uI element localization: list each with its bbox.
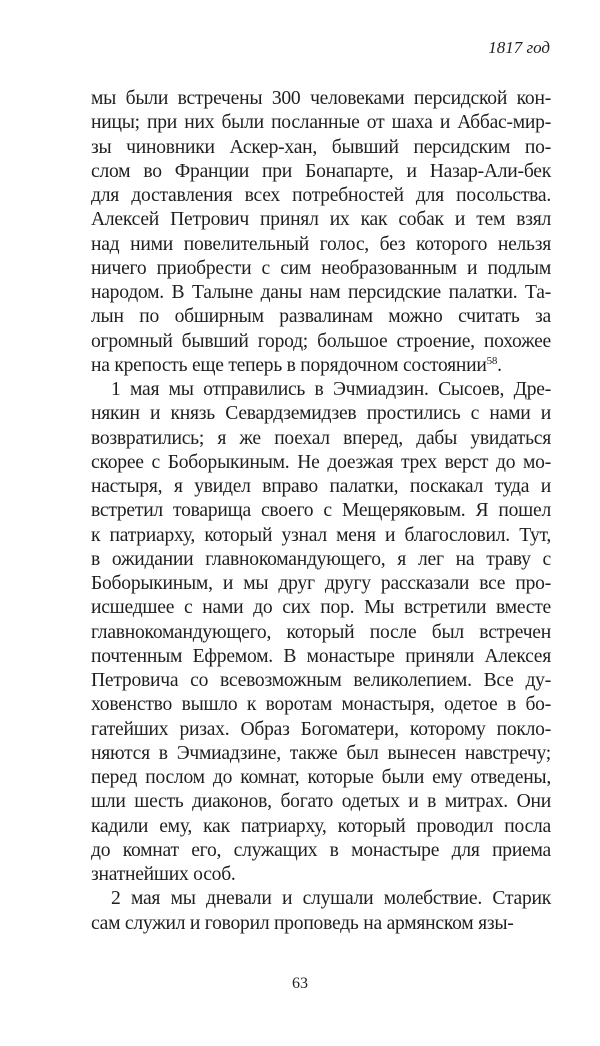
text-line (91, 863, 551, 887)
text-line (91, 596, 551, 620)
line-text: кадили ему, как патриарху, который проводил посла (91, 815, 551, 837)
line-text: шли шесть диаконов, богато одетых и в митрах. Они (91, 791, 551, 813)
text-line (91, 742, 551, 766)
line-text: настыря, я увидел вправо палатки, поскакал туда и (91, 476, 551, 497)
text-line (91, 887, 551, 911)
text-line (91, 451, 551, 475)
line-text: над ними повелительный голос, без которого нельзя (91, 233, 551, 255)
line-text: сам служил и говорил проповедь на армянском язы- (91, 912, 514, 934)
text-line (91, 136, 551, 160)
text-line (91, 790, 551, 814)
text-line (91, 815, 551, 839)
line-text: к патриарху, который узнал меня и благословил. Тут, (91, 524, 551, 546)
line-text: в ожидании главнокомандующего, я лег на траву с (91, 548, 551, 570)
text-line (91, 281, 551, 305)
line-text: встретил товарища своего с Мещеряковым. Я пошел (91, 500, 551, 522)
line-text: . (497, 354, 502, 376)
text-line (91, 912, 551, 936)
line-text: някин и князь Севардземидзев простились с нами и (91, 403, 551, 425)
line-text: ховенство вышло к воротам монастыря, одетое в бо- (91, 694, 551, 716)
line-text: до комнат его, служащих в монастыре для приема (91, 839, 551, 861)
text-line (91, 621, 551, 645)
line-text: возвратились; я же поехал вперед, дабы увидаться (91, 427, 551, 449)
line-text: почтенным Ефремом. В монастыре приняли Алексея (91, 645, 551, 667)
text-line (91, 305, 551, 329)
line-text: Боборыкиным, и мы друг другу рассказали все про- (91, 573, 551, 594)
text-line (91, 354, 551, 378)
text-line (91, 499, 551, 523)
text-line (91, 427, 551, 451)
line-text: слом во Франции при Бонапарте, и Назар-Али-бек (91, 160, 551, 182)
footnote-reference[interactable]: 58 (486, 354, 498, 367)
text-line (91, 475, 551, 499)
line-text: няются в Эчмиадзине, также был вынесен навстречу; (91, 742, 551, 764)
running-header: 1817 год (488, 38, 550, 57)
line-text: главнокомандующего, который после был встречен (91, 621, 551, 643)
line-text: скорее с Боборыкиным. Не доезжая трех верст до мо- (91, 451, 551, 473)
text-line (91, 669, 551, 693)
line-text: ничего приобрести с сим необразованным и подлым (91, 257, 551, 279)
line-text: зы чиновники Аскер-хан, бывший персидским по- (91, 136, 551, 158)
text-line (91, 645, 551, 669)
text-line (91, 718, 551, 742)
line-text: народом. В Талыне даны нам персидские палатки. Та- (91, 282, 551, 303)
line-text: огромный бывший город; большое строение, похожее (91, 330, 551, 352)
paragraph (91, 87, 551, 378)
line-text: на крепость еще теперь в порядочном состоянии (91, 354, 487, 376)
text-line (91, 208, 551, 232)
text-line (91, 257, 551, 281)
text-line (91, 87, 551, 111)
line-text: Петровича со всевозможным великолепием. Все ду- (91, 670, 551, 691)
text-line (91, 233, 551, 257)
line-text: для доставления всех потребностей для посольства. (91, 185, 551, 206)
line-text: перед послом до комнат, которые были ему отведены, (91, 767, 551, 788)
text-line (91, 524, 551, 548)
line-text: 1 мая мы отправились в Эчмиадзин. Сысоев, Дре- (111, 379, 551, 400)
text-line (91, 766, 551, 790)
line-text: исшедшее с нами до сих пор. Мы встретили вместе (91, 597, 551, 619)
line-text: мы были встречены 300 человеками персидской кон- (91, 88, 551, 109)
line-text: гатейших ризах. Образ Богоматери, которому покло- (91, 718, 551, 740)
line-text: 2 мая мы дневали и слушали молебствие. Старик (111, 888, 551, 910)
paragraph (91, 887, 551, 936)
line-text: Алексей Петрович принял их как собак и тем взял (91, 209, 551, 231)
body-text (91, 87, 551, 936)
text-line (91, 693, 551, 717)
text-line (91, 839, 551, 863)
line-text: знатнейших особ. (91, 864, 236, 885)
text-line (91, 548, 551, 572)
text-line (91, 378, 551, 402)
paragraph (91, 378, 551, 887)
page-number: 63 (292, 975, 308, 992)
line-text: лын по обширным развалинам можно считать за (91, 306, 551, 328)
text-line (91, 402, 551, 426)
text-line (91, 572, 551, 596)
text-line (91, 160, 551, 184)
text-line (91, 184, 551, 208)
line-text: ницы; при них были посланные от шаха и Аббас-мир- (91, 112, 551, 134)
text-line (91, 330, 551, 354)
text-line (91, 111, 551, 135)
